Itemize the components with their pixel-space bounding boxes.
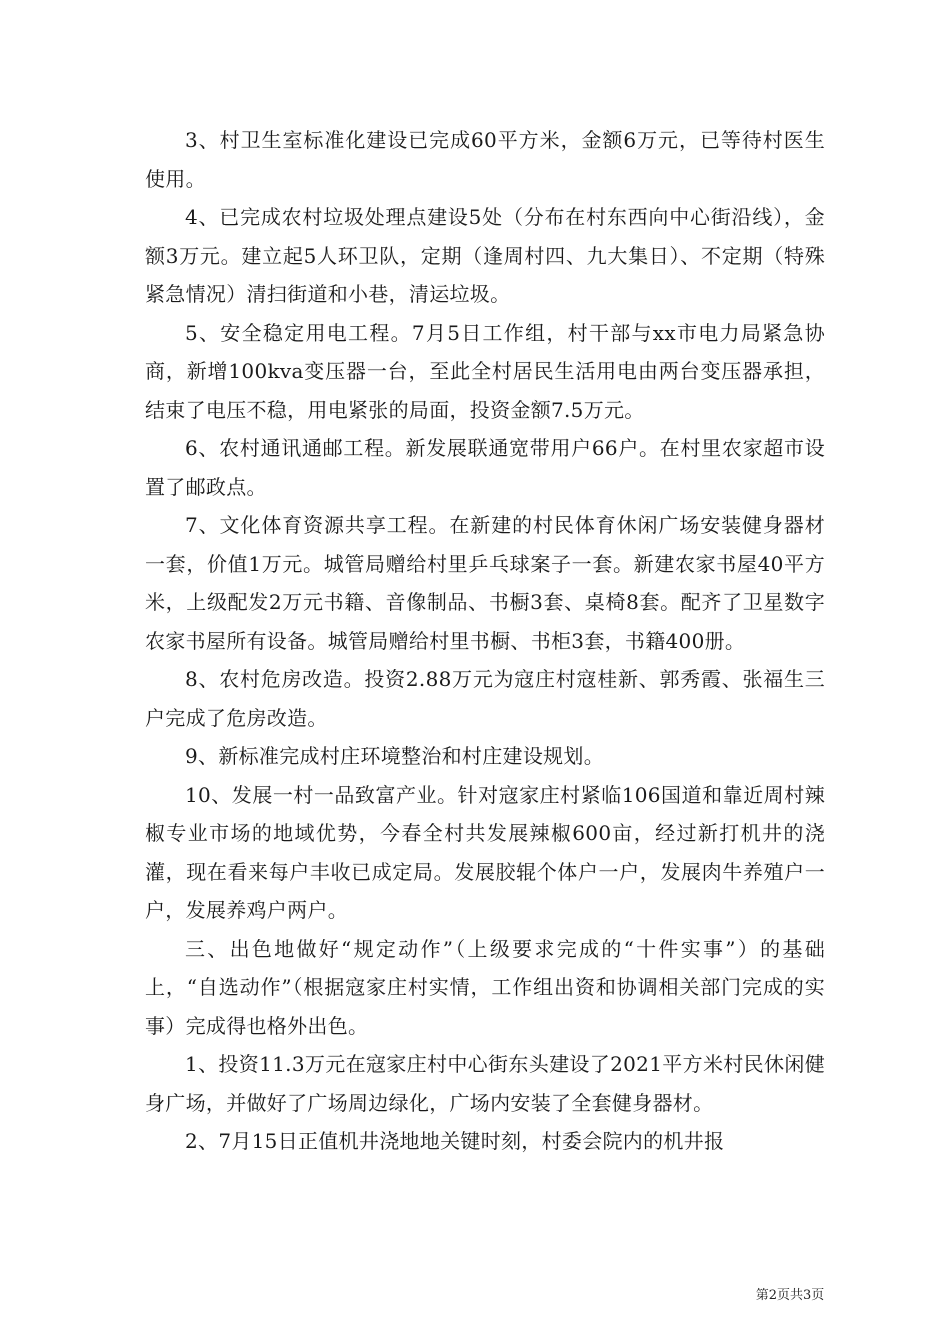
page-footer [0, 1284, 950, 1303]
paragraph-item-7: 7、文化体育资源共享工程。在新建的村民体育休闲广场安装健身器材一套，价值1万元。城管局赠给村里乒乓球案子一套。新建农家书屋40平方米，上级配发2万元书籍、音像制品、书橱3套、桌椅8套。配齐了卫星数字农家书屋所有设备。城管局赠给村里书橱、书柜3套，书籍400册。 [145, 513, 825, 653]
paragraph-item-8: 8、农村危房改造。投资2.88万元为寇庄村寇桂新、郭秀霞、张福生三户完成了危房改造。 [145, 667, 825, 730]
paragraph-item-5: 5、安全稳定用电工程。7月5日工作组，村干部与xx市电力局紧急协商，新增100kva变压器一台，至此全村居民生活用电由两台变压器承担，结束了电压不稳，用电紧张的局面，投资金额7.5万元。 [145, 320, 825, 422]
paragraph-item-9: 9、新标准完成村庄环境整治和村庄建设规划。 [185, 744, 605, 768]
paragraph-item-6: 6、农村通讯通邮工程。新发展联通宽带用户66户。在村里农家超市设置了邮政点。 [145, 436, 825, 499]
page-number: 第2页共3页 [755, 1288, 825, 1303]
section-three-paragraph: 三、出色地做好“规定动作”（上级要求完成的“十件实事”）的基础上，“自选动作”（根据寇家庄村实情，工作组出资和协调相关部门完成的实事）完成得也格外出色。 [145, 936, 825, 1038]
paragraph-item-4: 4、已完成农村垃圾处理点建设5处（分布在村东西向中心街沿线），金额3万元。建立起5人环卫队，定期（逢周村四、九大集日）、不定期（特殊紧急情况）清扫街道和小巷，清运垃圾。 [145, 205, 825, 306]
paragraph-item-10: 10、发展一村一品致富产业。针对寇家庄村紧临106国道和靠近周村辣椒专业市场的地域优势，今春全村共发展辣椒600亩，经过新打机井的浇灌，现在看来每户丰收已成定局。发展胶辊个体户一户，发展肉牛养殖户一户，发展养鸡户两户。 [145, 782, 825, 922]
paragraph-subitem-1: 1、投资11.3万元在寇家庄村中心街东头建设了2021平方米村民休闲健身广场，并做好了广场周边绿化，广场内安装了全套健身器材。 [145, 1052, 825, 1115]
document-body [145, 121, 825, 1161]
paragraph-item-3: 3、村卫生室标准化建设已完成60平方米，金额6万元，已等待村医生使用。 [145, 128, 825, 191]
paragraph-subitem-2: 2、7月15日正值机井浇地地关键时刻，村委会院内的机井报 [185, 1129, 725, 1153]
